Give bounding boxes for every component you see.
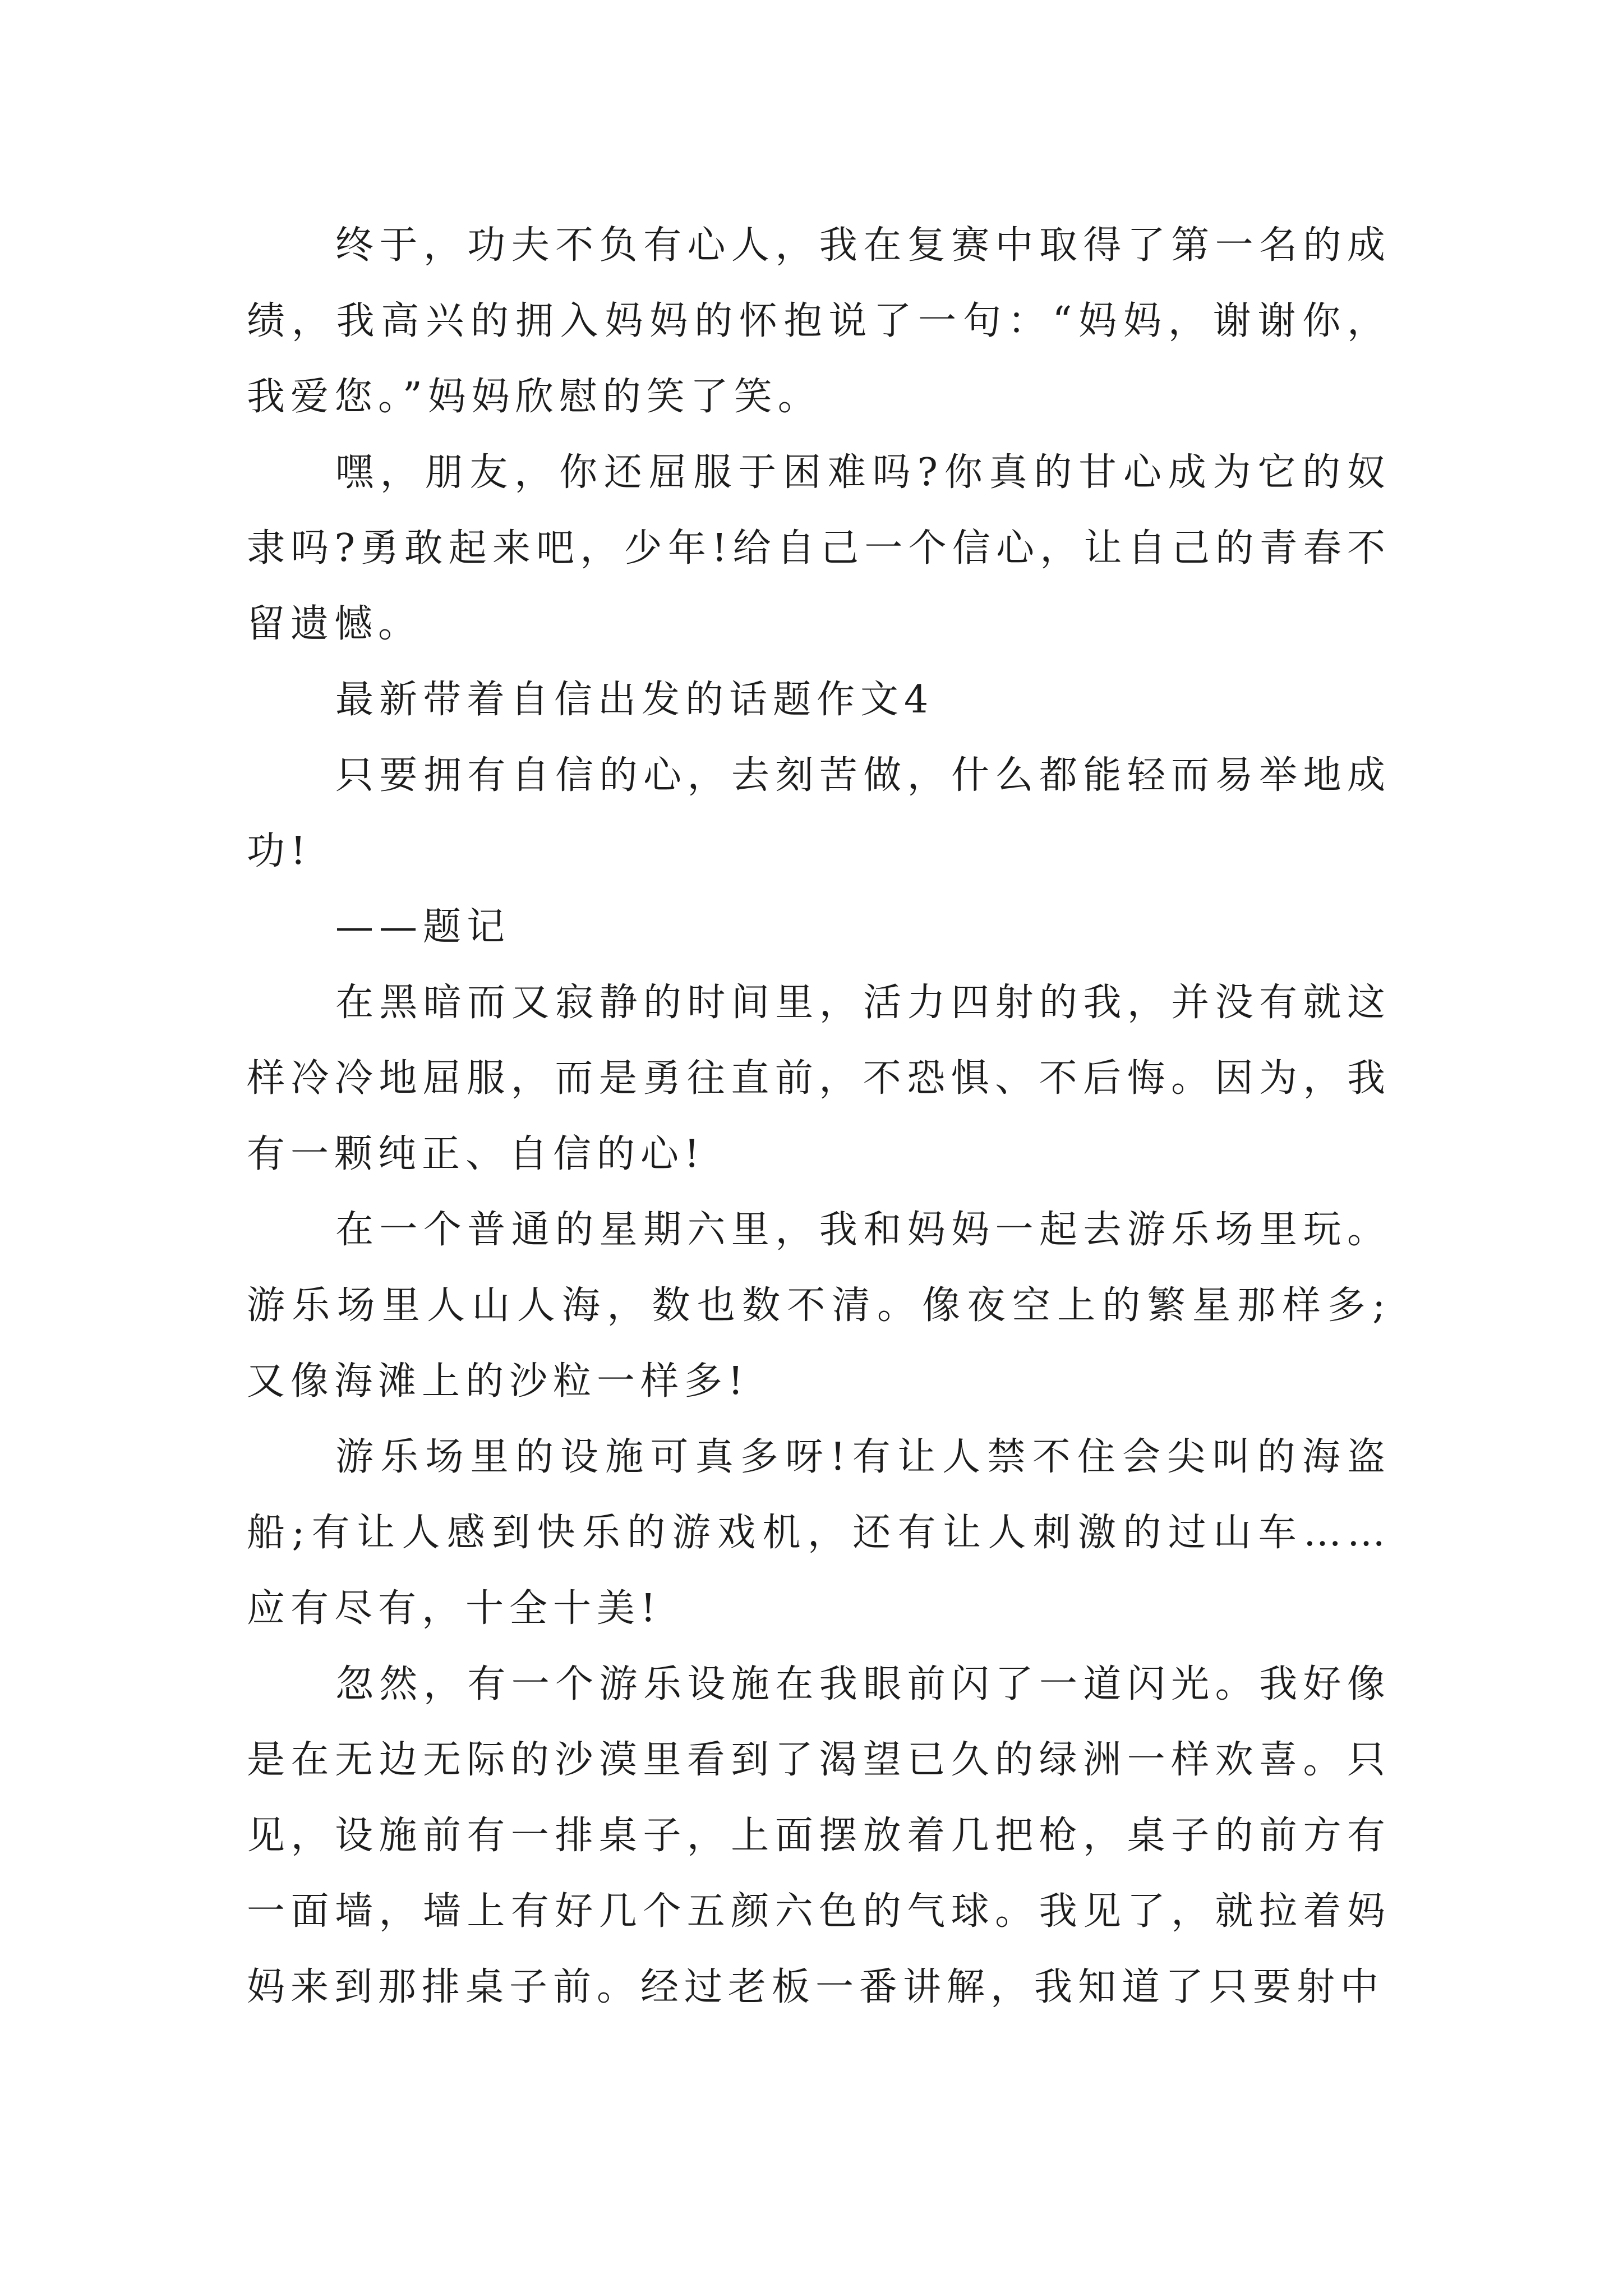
article-body (247, 208, 1391, 2025)
paragraph-encouragement: 嘿，朋友，你还屈服于困难吗?你真的甘心成为它的奴隶吗?勇敢起来吧，少年!给自己一个信心，让自己的青春不留遗憾。 (247, 450, 1391, 646)
epigraph: 只要拥有自信的心，去刻苦做，什么都能轻而易举地成功! (247, 753, 1391, 873)
paragraph-facilities: 游乐场里的设施可真多呀!有让人禁不住会尖叫的海盗船;有让人感到快乐的游戏机，还有让人刺激的过山车……应有尽有，十全十美! (247, 1435, 1391, 1631)
paragraph-saturday: 在一个普通的星期六里，我和妈妈一起去游乐场里玩。游乐场里人山人海，数也数不清。像夜空上的繁星那样多;又像海滩上的沙粒一样多! (247, 1208, 1391, 1404)
paragraph-shooting-game: 忽然，有一个游乐设施在我眼前闪了一道闪光。我好像是在无边无际的沙漠里看到了渴望已久的绿洲一样欢喜。只见，设施前有一排桌子，上面摆放着几把枪，桌子的前方有一面墙，墙上有好几个五颜六色的气球。我见了，就拉着妈妈来到那排桌子前。经过老板一番讲解，我知道了只要射中 (247, 1662, 1391, 2009)
epigraph-attribution: ——题记 (335, 905, 511, 949)
section-title: 最新带着自信出发的话题作文4 (335, 678, 934, 722)
paragraph-victory: 终于，功夫不负有心人，我在复赛中取得了第一名的成绩，我高兴的拥入妈妈的怀抱说了一句：“妈妈，谢谢你，我爱您。”妈妈欣慰的笑了笑。 (247, 223, 1391, 419)
paragraph-intro: 在黑暗而又寂静的时间里，活力四射的我，并没有就这样冷冷地屈服，而是勇往直前，不恐惧、不后悔。因为，我有一颗纯正、自信的心! (247, 981, 1391, 1176)
